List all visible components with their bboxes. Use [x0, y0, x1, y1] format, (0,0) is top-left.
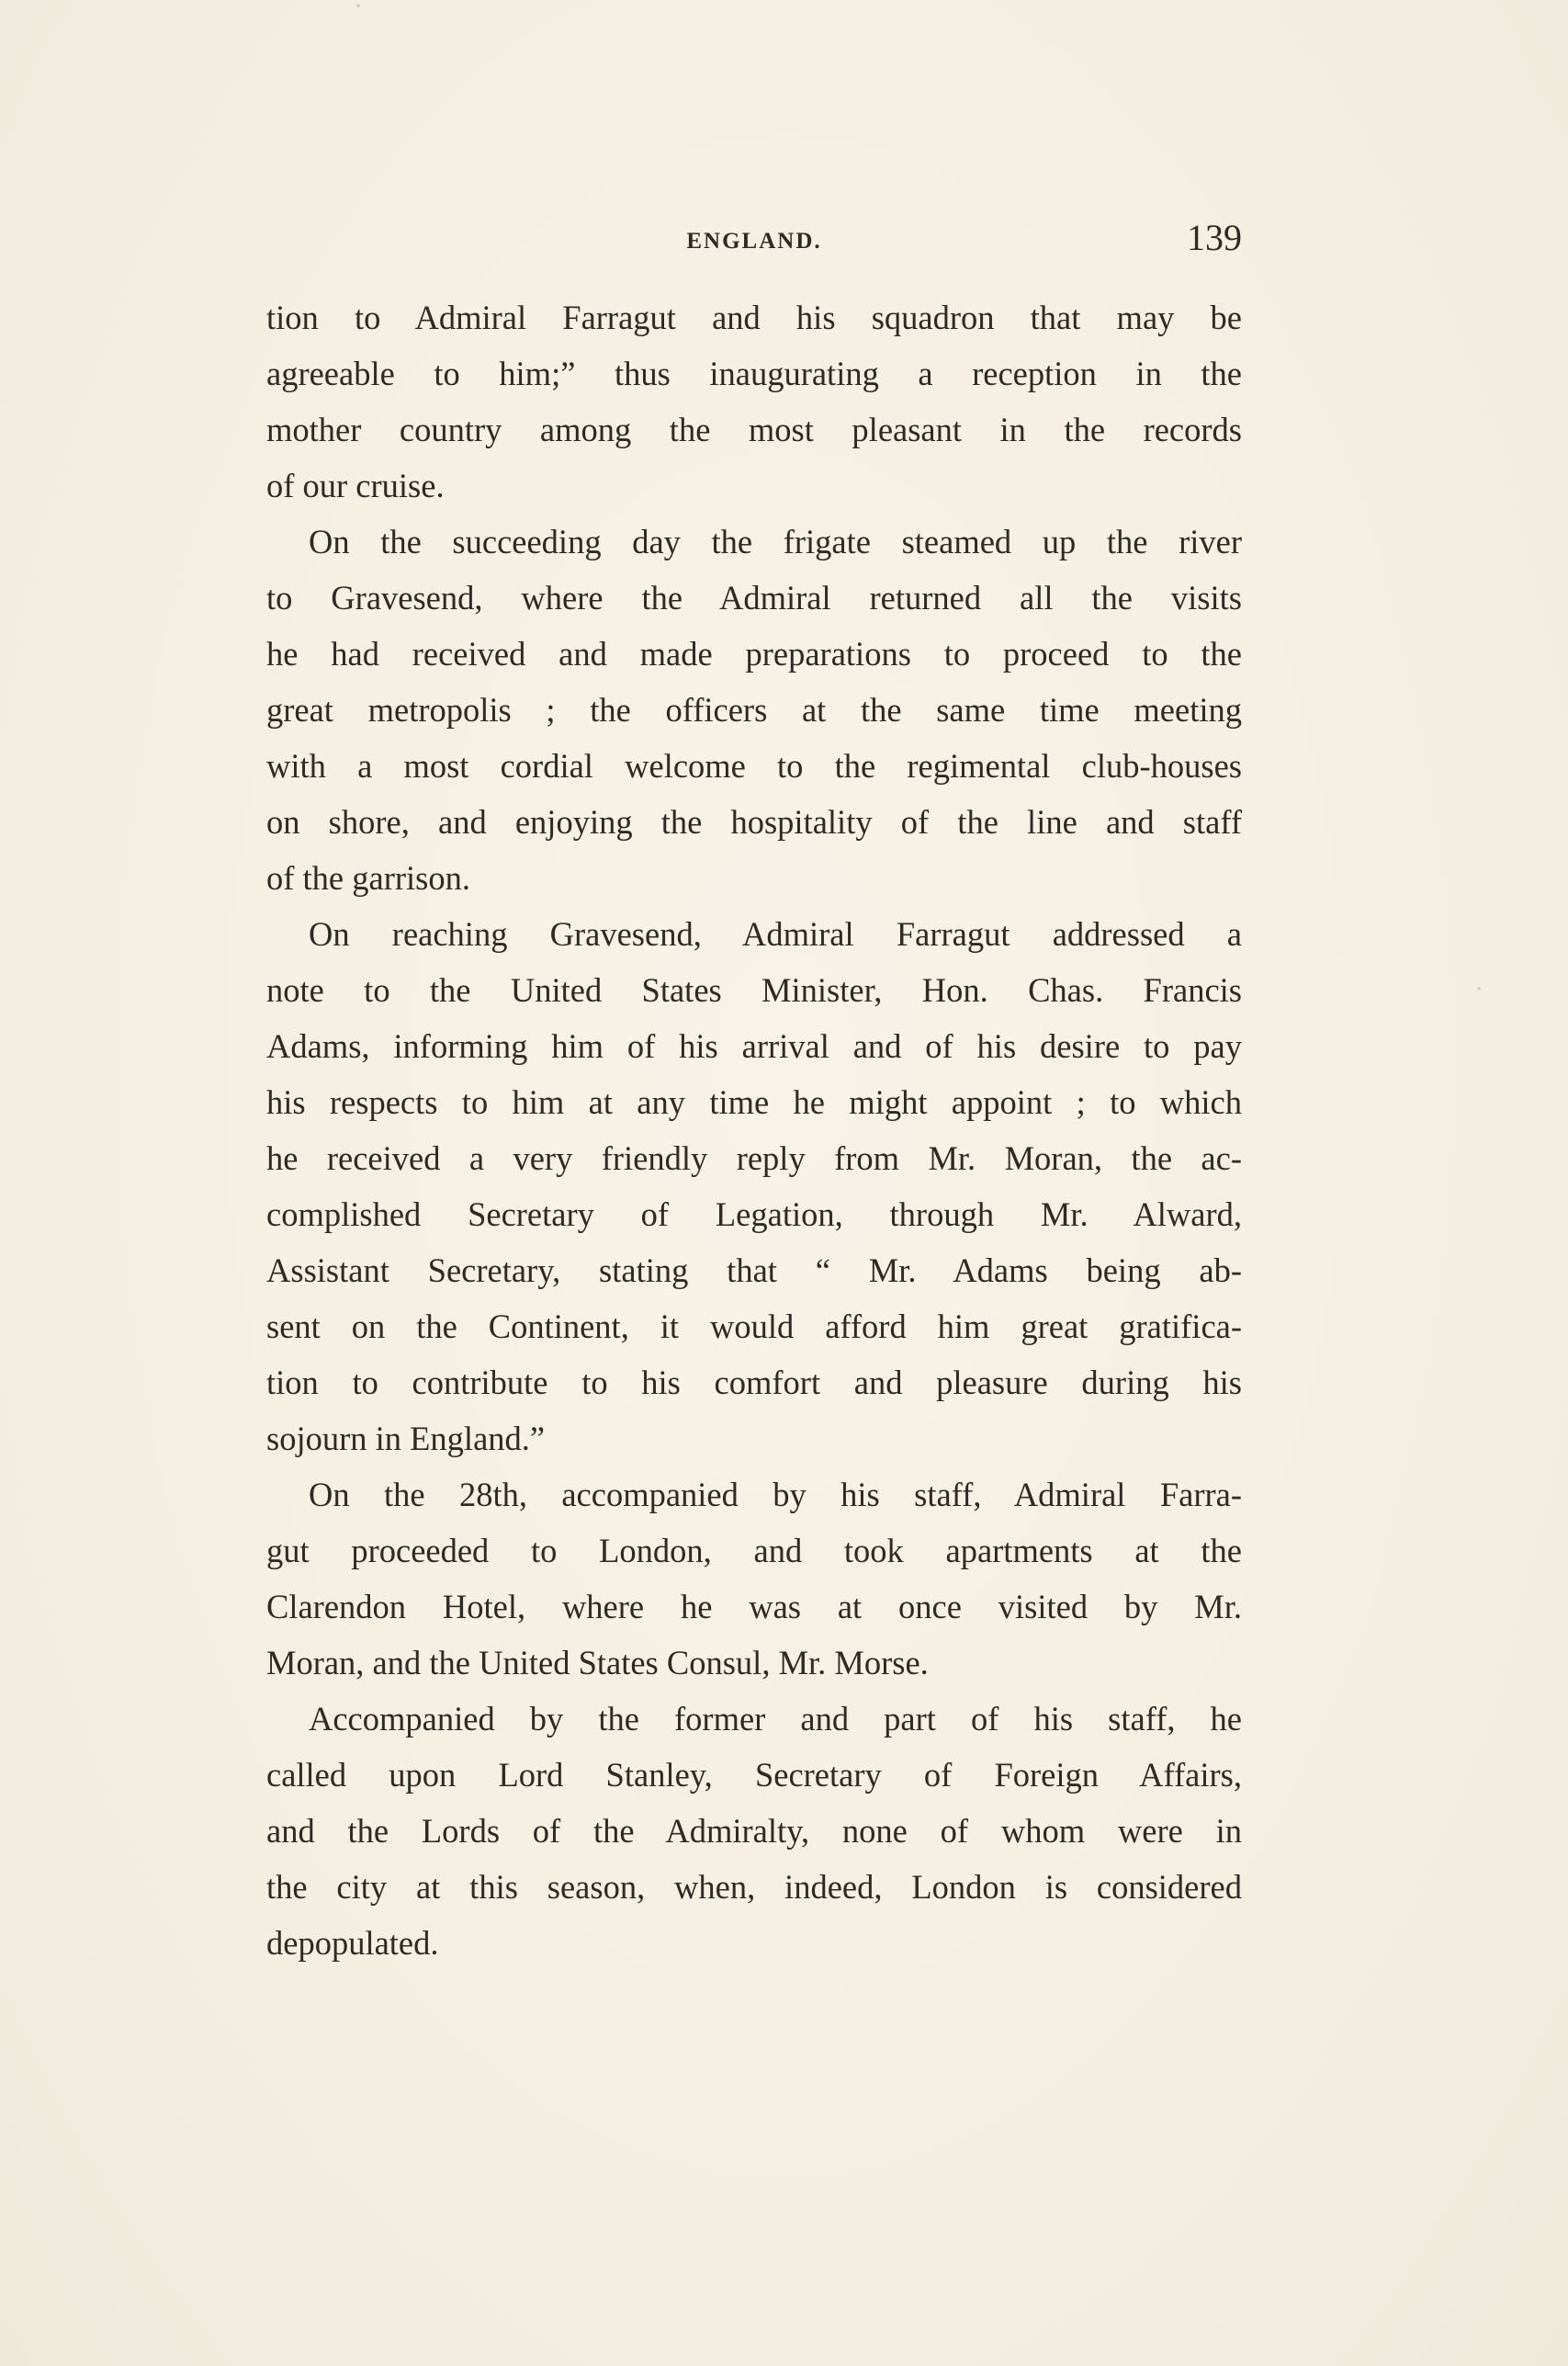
text-line: sojourn in England.”: [266, 1420, 546, 1457]
text-line: with a most cordial welcome to the regimental club-houses: [266, 747, 1242, 785]
text-line: On the 28th, accompanied by his staff, Admiral Farra-: [309, 1476, 1242, 1513]
text-line: tion to contribute to his comfort and pleasure during his: [266, 1364, 1242, 1401]
text-line: depopulated.: [266, 1924, 439, 1962]
text-line: Clarendon Hotel, where he was at once visited by Mr.: [266, 1588, 1242, 1625]
text-line: the city at this season, when, indeed, London is considered: [266, 1868, 1242, 1906]
text-line: note to the United States Minister, Hon. Chas. Francis: [266, 971, 1242, 1009]
text-line: agreeable to him;” thus inaugurating a reception in the: [266, 355, 1242, 392]
text-line: and the Lords of the Admiralty, none of whom were in: [266, 1812, 1242, 1850]
paper-speck: [356, 4, 360, 7]
text-line: On the succeeding day the frigate steamed up the river: [309, 523, 1242, 560]
text-line: sent on the Continent, it would afford him great gratifica-: [266, 1308, 1242, 1345]
text-line: Adams, informing him of his arrival and of his desire to pay: [266, 1027, 1242, 1065]
text-line: to Gravesend, where the Admiral returned all the visits: [266, 579, 1242, 617]
page-number: 139: [1187, 217, 1242, 258]
text-line: tion to Admiral Farragut and his squadron that may be: [266, 299, 1242, 336]
running-head: [266, 216, 1242, 262]
text-line: on shore, and enjoying the hospitality of the line and staff: [266, 803, 1242, 841]
text-line: great metropolis ; the officers at the same time meeting: [266, 691, 1242, 729]
text-line: of the garrison.: [266, 859, 470, 897]
text-line: he received a very friendly reply from Mr. Moran, the ac-: [266, 1139, 1242, 1177]
running-title: ENGLAND.: [686, 229, 822, 254]
text-line: his respects to him at any time he might appoint ; to which: [266, 1083, 1242, 1121]
paper-speck: [1477, 987, 1481, 991]
text-line: On reaching Gravesend, Admiral Farragut addressed a: [309, 915, 1242, 953]
text-line: of our cruise.: [266, 467, 445, 504]
text-line: gut proceeded to London, and took apartments at the: [266, 1532, 1242, 1569]
text-line: called upon Lord Stanley, Secretary of Foreign Affairs,: [266, 1756, 1242, 1794]
text-line: mother country among the most pleasant in the records: [266, 411, 1242, 448]
text-line: complished Secretary of Legation, through Mr. Alward,: [266, 1195, 1242, 1233]
body-text: [266, 289, 1242, 1971]
text-line: he had received and made preparations to proceed to the: [266, 635, 1242, 673]
text-line: Moran, and the United States Consul, Mr. Morse.: [266, 1644, 929, 1681]
text-line: Assistant Secretary, stating that “ Mr. Adams being ab-: [266, 1251, 1242, 1289]
text-line: Accompanied by the former and part of his staff, he: [309, 1700, 1242, 1738]
